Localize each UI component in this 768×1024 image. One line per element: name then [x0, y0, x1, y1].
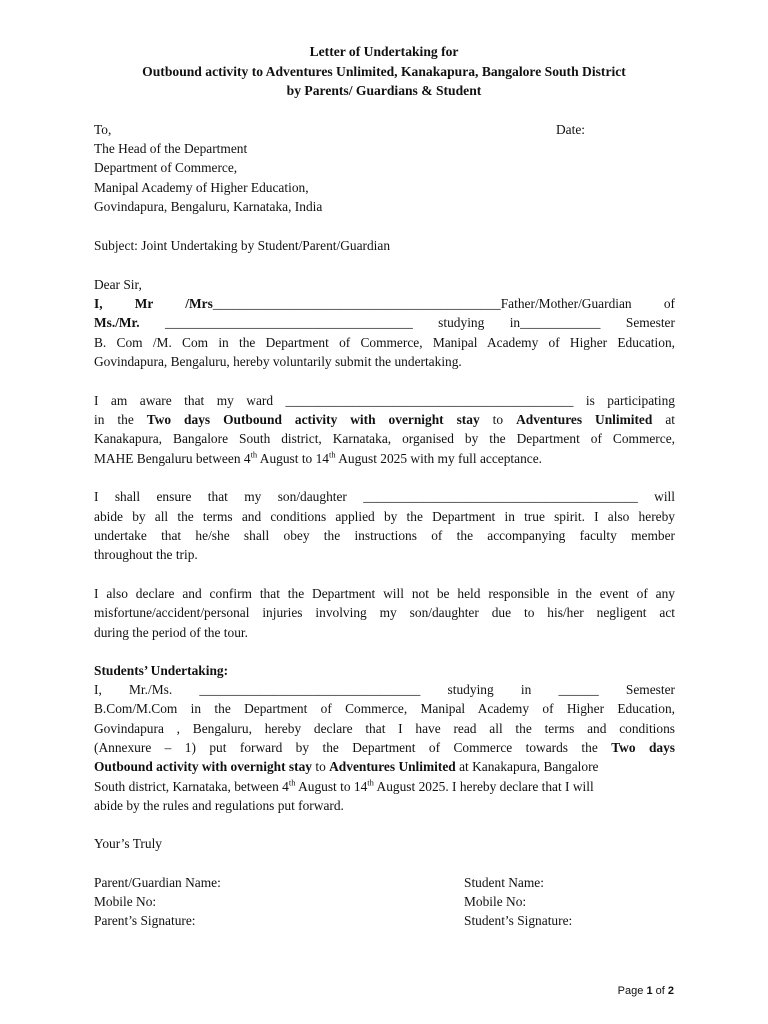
student-name-label: Student Name:: [464, 875, 544, 890]
p2-in-the: in the: [94, 412, 134, 427]
title-line-3: by Parents/ Guardians & Student: [286, 83, 482, 98]
p1-relation: Father/Mother/Guardian: [500, 296, 632, 311]
p1-studying-in: studying in: [438, 315, 521, 330]
subject-line: Subject: Joint Undertaking by Student/Parent/Guardian: [94, 238, 391, 253]
students-sup-1: th: [288, 777, 296, 788]
address-line-3: Manipal Academy of Higher Education,: [94, 180, 309, 195]
students-studying: studying: [447, 682, 494, 697]
p2-line-3: Kanakapura, Bangalore South district, Karnataka, organised by the Department of Commerce,: [94, 431, 675, 446]
title-line-1: Letter of Undertaking for: [309, 44, 459, 59]
students-line-2: B.Com/M.Com in the Department of Commerce, Manipal Academy of Higher Education,: [94, 701, 675, 716]
p1-line-4: Govindapura, Bengaluru, hereby voluntarily submit the undertaking.: [94, 354, 462, 369]
students-blank-semester: ______: [558, 682, 599, 697]
p3-line-1: [94, 487, 675, 506]
students-dates-c: August 2025. I hereby declare that I will: [373, 779, 594, 794]
address-line-4: Govindapura, Bengaluru, Karnataka, India: [94, 199, 323, 214]
date-label: Date:: [556, 122, 585, 137]
p3-text-b: will: [654, 489, 675, 504]
students-line-4: [94, 738, 675, 757]
salutation: Dear Sir,: [94, 277, 142, 292]
students-annexure: (Annexure – 1) put forward by the Department of Commerce towards the: [94, 740, 598, 755]
students-mr-ms: Mr./Ms.: [129, 682, 173, 697]
p2-blank-ward: ___________________________________________: [285, 393, 574, 408]
students-heading: Students’ Undertaking:: [94, 663, 229, 678]
students-blank-name: _________________________________: [199, 682, 421, 697]
p2-line-1: [94, 391, 675, 410]
students-line-7: abide by the rules and regulations put forward.: [94, 798, 344, 813]
students-semester: Semester: [625, 682, 675, 697]
p4-line-1: I also declare and confirm that the Department will not be held responsible in the event of any: [94, 586, 675, 601]
student-mobile-label: Mobile No:: [464, 894, 527, 909]
p2-text-b: is participating: [585, 393, 675, 408]
students-line-3: Govindapura , Bengaluru, hereby declare that I have read all the terms and conditions: [94, 721, 675, 736]
p1-line-2: [94, 313, 675, 332]
parent-signature-label: Parent’s Signature:: [94, 913, 196, 928]
p2-to: to: [492, 412, 504, 427]
p1-ms-mr: Ms./Mr.: [94, 315, 140, 330]
students-in: in: [520, 682, 532, 697]
p2-at: at: [665, 412, 675, 427]
title-line-2: Outbound activity to Adventures Unlimited, Kanakapura, Bangalore South District: [142, 64, 626, 79]
p3-line-3: undertake that he/she shall obey the instructions of the accompanying faculty member: [94, 528, 675, 543]
footer-of-word: of: [655, 985, 665, 997]
footer-total-pages: 2: [667, 985, 674, 997]
parent-mobile-label: Mobile No:: [94, 894, 157, 909]
students-dates-b: August to 14: [295, 779, 368, 794]
p3-text-a: I shall ensure that my son/daughter: [94, 489, 347, 504]
p1-i: I,: [94, 296, 103, 311]
p2-dates-c: August 2025 with my full acceptance.: [335, 451, 543, 466]
p1-mr-mrs: Mr /Mrs: [134, 296, 213, 311]
students-activity: Outbound activity with overnight stay: [94, 759, 312, 774]
p1-of: of: [663, 296, 675, 311]
p2-sup-2: th: [329, 449, 336, 460]
students-location: at Kanakapura, Bangalore: [455, 759, 599, 774]
address-line-2: Department of Commerce,: [94, 160, 238, 175]
p2-activity: Two days Outbound activity with overnight stay: [146, 412, 480, 427]
p4-line-2: misfortune/accident/personal injuries involving my son/daughter due to his/her negligent act: [94, 605, 675, 620]
footer-current-page: 1: [646, 985, 653, 997]
p2-text-a: I am aware that my ward: [94, 393, 274, 408]
p2-dates-a: MAHE Bengaluru between 4: [94, 451, 251, 466]
p1-blank-parent-name: ___________________________________________: [212, 296, 501, 311]
p2-sup-1: th: [250, 449, 258, 460]
footer-page-word: Page: [617, 985, 644, 997]
address-line-1: The Head of the Department: [94, 141, 248, 156]
students-line-5: [94, 757, 599, 776]
p1-line-1: [94, 294, 675, 313]
to-label: To,: [94, 122, 112, 137]
p4-line-3: during the period of the tour.: [94, 625, 248, 640]
p1-line-3: B. Com /M. Com in the Department of Commerce, Manipal Academy of Higher Education,: [94, 335, 675, 350]
p1-semester: Semester: [625, 315, 675, 330]
students-line-6: [94, 777, 594, 796]
p3-line-2: abide by all the terms and conditions applied by the Department in true spirit. I also hereby: [94, 509, 675, 524]
p2-dates-b: August to 14: [257, 451, 329, 466]
p2-venue: Adventures Unlimited: [516, 412, 653, 427]
parent-name-label: Parent/Guardian Name:: [94, 875, 221, 890]
p2-line-4: [94, 449, 542, 468]
students-dates-a: South district, Karnataka, between 4: [94, 779, 289, 794]
page-number: [618, 985, 674, 997]
p1-blank-semester: ____________: [520, 315, 601, 330]
student-signature-label: Student’s Signature:: [464, 913, 573, 928]
students-two-days: Two days: [611, 740, 675, 755]
p3-line-4: throughout the trip.: [94, 547, 198, 562]
students-to: to: [312, 759, 330, 774]
students-sup-2: th: [367, 777, 374, 788]
p3-blank-child: _________________________________________: [363, 489, 638, 504]
students-i: I,: [94, 682, 102, 697]
closing: Your’s Truly: [94, 836, 162, 851]
p2-line-2: [94, 410, 675, 429]
students-line-1: [94, 680, 675, 699]
p1-blank-ward-name: _____________________________________: [165, 315, 413, 330]
students-venue: Adventures Unlimited: [329, 759, 456, 774]
